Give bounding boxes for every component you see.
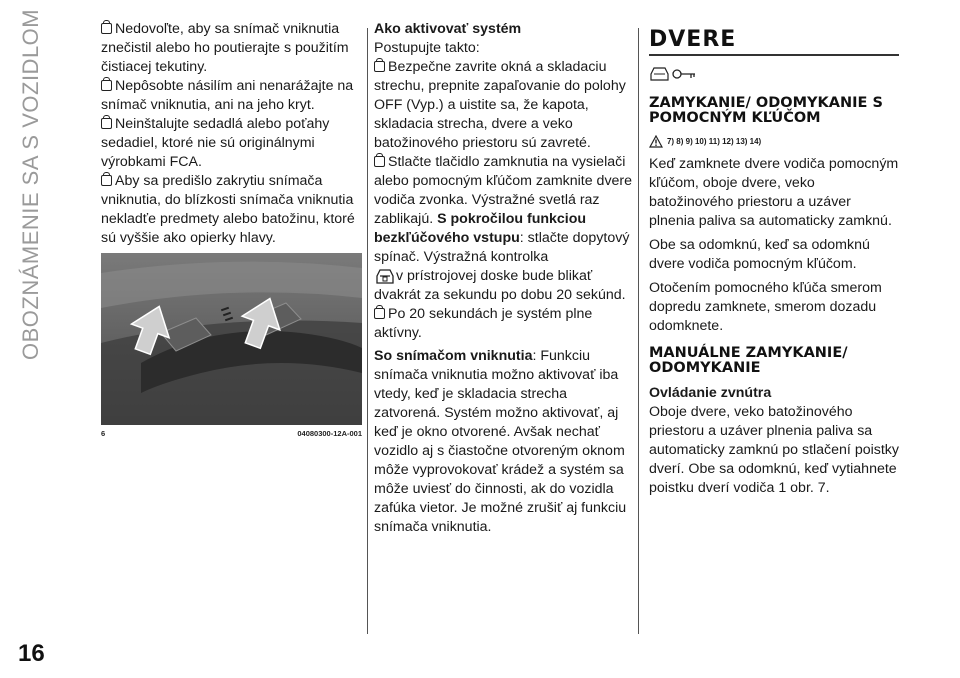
intro-text: Postupujte takto:: [374, 40, 480, 56]
interior-sensor-photo: [101, 253, 362, 425]
section-title: DVERE: [649, 27, 737, 52]
subsection-title: MANUÁLNE ZAMYKANIE/ ODOMYKANIE: [649, 345, 848, 377]
bullet-icon: [101, 23, 112, 34]
list-item: Bezpečne zavrite okná a skladaciu strechu, prepnite zapaľovanie do polohy OFF (Vyp.) a uistite sa, že kapota, skladacia strecha, dvere a veko batožinového priestoru sú zavreté.: [374, 59, 626, 151]
column-divider-2: [638, 28, 639, 634]
reference-list: 7) 8) 9) 10) 11) 12) 13) 14): [649, 132, 899, 151]
warning-icon: [649, 135, 663, 148]
paragraph: Oboje dvere, veko batožinového priestoru a uzáver plnenia paliva sa automaticky zamknú po stlačení poistky dverí. Obe sa odomknú, keď vytiahnete poistku dverí vodiča 1 obr. 7.: [649, 404, 899, 497]
bullet-icon: [374, 61, 385, 72]
list-item: Nedovoľte, aby sa snímač vniknutia znečistil alebo ho poutierajte s použitím čistiacej tekutiny.: [101, 21, 349, 75]
list-item: Neinštalujte sedadlá alebo poťahy sedadiel, ktoré nie sú originálnymi výrobkami FCA.: [101, 116, 330, 170]
paragraph: Keď zamknete dvere vodiča pomocným kľúčom, oboje dvere, veko batožinového priestoru a uzáver plnenia paliva sa automaticky zamknú.: [649, 156, 899, 230]
bullet-icon: [374, 308, 385, 319]
page-number: 16: [18, 640, 45, 667]
section-heading: Ako aktivovať systém: [374, 21, 522, 37]
bullet-icon: [374, 156, 385, 167]
figure-code: 04080300-12A-001: [297, 429, 362, 438]
paragraph: So snímačom vniknutia: Funkciu snímača vniknutia možno aktivovať iba vtedy, keď je skladacia strecha zatvorená. Systém možno aktivovať, aj keď je okno otvorené. Avšak nechať vozidlo aj s čiastočne otvoreným oknom môže vyprovokovať krádež a systém sa môže uviesť do činnosti, ak do vozidla zafúka vietor. Je možné zrušiť aj funkciu snímača vniknutia.: [374, 348, 627, 535]
bullet-icon: [101, 118, 112, 129]
figure-caption: [101, 429, 362, 438]
subsection-title: ZAMYKANIE/ ODOMYKANIE S POMOCNÝM KĽÚČOM: [649, 95, 883, 126]
column-2: [374, 20, 636, 537]
chapter-title: OBOZNÁMENIE SA S VOZIDLOM: [18, 8, 43, 360]
bullet-icon: [101, 175, 112, 186]
list-item: Aby sa predišlo zakrytiu snímača vniknutia, do blízkosti snímača vniknutia nekladťe predmety alebo batožinu, ktoré sú vyššie ako opierky hlavy.: [101, 173, 355, 246]
list-item: Po 20 sekundách je systém plne aktívny.: [374, 306, 593, 341]
column-1: [101, 20, 363, 248]
figure-number: 6: [101, 429, 106, 438]
list-item: Nepôsobte násilím ani nenarážajte na snímač vniknutia, ani na jeho kryt.: [101, 78, 354, 113]
column-3: [649, 28, 899, 498]
car-alarm-icon: [374, 267, 396, 285]
car-key-icon: [649, 62, 699, 82]
subsection-heading: Ovládanie zvnútra: [649, 385, 772, 402]
paragraph: Otočením pomocného kľúča smerom dopredu zamknete, smerom dozadu odomknete.: [649, 280, 882, 335]
bullet-icon: [101, 80, 112, 91]
column-divider-1: [367, 28, 368, 634]
section-rule: [649, 54, 899, 56]
sensor-photo-illustration: [101, 253, 362, 425]
list-item: Stlačte tlačidlo zamknutia na vysielači alebo pomocným kľúčom zamknite dvere vodiča zvonka. Výstražné svetlá raz zablikajú. S pokročilou funkciou bezkľúčového vstupu: stlačte dopytový spínač. Výstražná kontrolka v prístrojovej doske bude blikať dvakrát za sekundu po dobu 20 sekúnd.: [374, 154, 633, 303]
paragraph: Obe sa odomknú, keď sa odomknú dvere vodiča pomocným kľúčom.: [649, 237, 870, 273]
